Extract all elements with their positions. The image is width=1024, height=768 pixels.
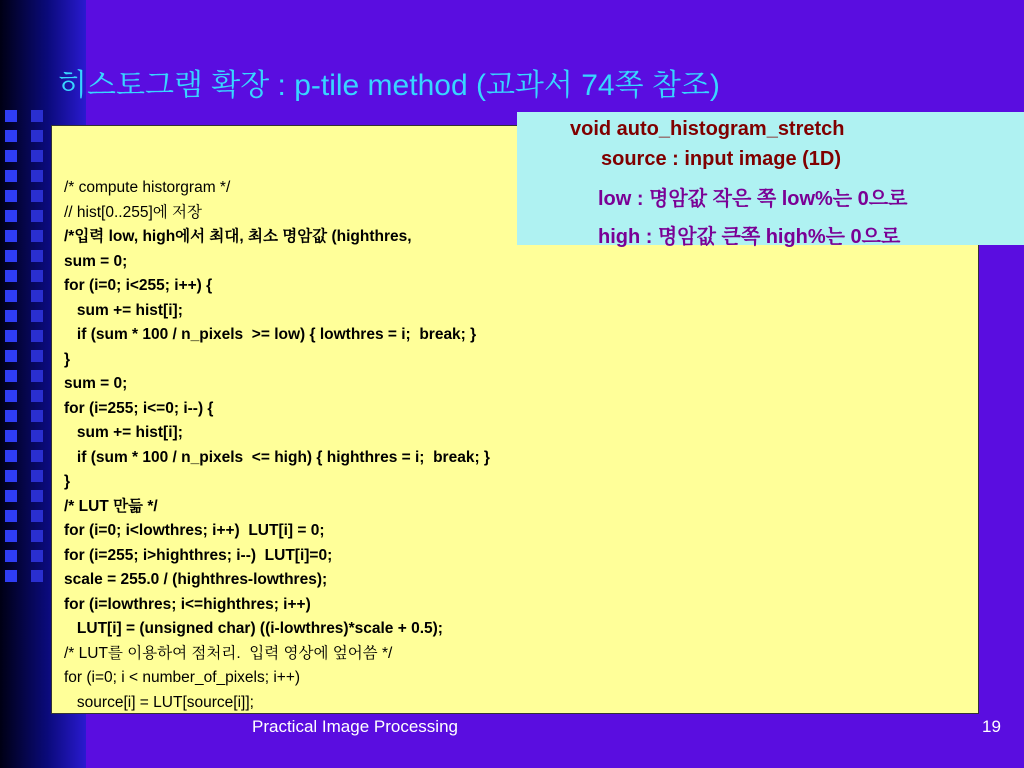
decor-square	[5, 430, 17, 442]
code-line: for (i=0; i<lowthres; i++) LUT[i] = 0;	[64, 522, 325, 539]
code-line: for (i=255; i>highthres; i--) LUT[i]=0;	[64, 546, 333, 564]
decor-square	[31, 330, 43, 342]
decor-square	[31, 450, 43, 462]
code-line: for (i=lowthres; i<=highthres; i++)	[64, 595, 311, 613]
decor-square	[5, 170, 17, 182]
decor-square	[5, 130, 17, 142]
decor-squares-left	[5, 110, 29, 582]
code-line: /* LUT를 이용하여 점처리. 입력 영상에 엎어씀 */	[64, 644, 393, 662]
code-line: if (sum * 100 / n_pixels >= low) { lowthres = i; break; }	[64, 326, 477, 343]
decor-square	[31, 390, 43, 402]
decor-square	[31, 110, 43, 122]
decor-square	[31, 130, 43, 142]
decor-square	[5, 410, 17, 422]
code-line: LUT[i] = (unsigned char) ((i-lowthres)*scale + 0.5);	[64, 620, 443, 637]
decor-square	[31, 210, 43, 222]
decor-square	[5, 350, 17, 362]
decor-square	[5, 230, 17, 242]
code-line: /* LUT 만듦 */	[64, 497, 158, 515]
decor-square	[5, 110, 17, 122]
decor-square	[31, 470, 43, 482]
code-line: sum += hist[i];	[64, 424, 183, 441]
slide-title: 히스토그램 확장 : p-tile method (교과서 74쪽 참조)	[58, 69, 720, 102]
info-low-param: low : 명암값 작은 쪽 low%는 0으로	[598, 188, 908, 210]
info-source-param: source : input image (1D)	[601, 148, 842, 170]
decor-square	[31, 270, 43, 282]
decor-square	[5, 370, 17, 382]
code-line: sum = 0;	[64, 252, 128, 270]
decor-square	[31, 490, 43, 502]
decor-square	[5, 250, 17, 262]
code-line: sum += hist[i];	[64, 301, 183, 319]
decor-square	[5, 490, 17, 502]
decor-square	[31, 510, 43, 522]
decor-square	[31, 410, 43, 422]
decor-square	[31, 350, 43, 362]
code-line: source[i] = LUT[source[i]];	[64, 693, 254, 711]
code-line: /* compute historgram */	[64, 179, 231, 196]
code-line: sum = 0;	[64, 375, 128, 392]
code-line: }	[64, 473, 71, 490]
decor-square	[31, 550, 43, 562]
decor-square	[31, 290, 43, 302]
decor-square	[31, 370, 43, 382]
decor-square	[5, 510, 17, 522]
decor-square	[31, 190, 43, 202]
code-line: for (i=0; i < number_of_pixels; i++)	[64, 669, 301, 686]
info-high-param: high : 명암값 큰쪽 high%는 0으로	[598, 226, 901, 248]
decor-square	[31, 570, 43, 582]
code-line: for (i=0; i<255; i++) {	[64, 277, 213, 294]
decor-square	[5, 570, 17, 582]
decor-square	[31, 310, 43, 322]
decor-square	[31, 170, 43, 182]
code-line: /*입력 low, high에서 최대, 최소 명암값 (highthres,	[64, 228, 412, 245]
decor-square	[5, 150, 17, 162]
decor-square	[31, 250, 43, 262]
code-listing	[64, 176, 490, 715]
footer-text: Practical Image Processing	[252, 717, 458, 736]
function-info-box	[517, 112, 1024, 248]
info-function-signature: void auto_histogram_stretch	[570, 118, 845, 140]
decor-square	[5, 550, 17, 562]
code-line: scale = 255.0 / (highthres-lowthres);	[64, 571, 328, 588]
code-line: // hist[0..255]에 저장	[64, 203, 202, 221]
decor-square	[5, 530, 17, 542]
decor-square	[5, 270, 17, 282]
decor-square	[5, 450, 17, 462]
decor-square	[5, 190, 17, 202]
decor-square	[5, 310, 17, 322]
decor-square	[5, 210, 17, 222]
decor-square	[5, 330, 17, 342]
decor-square	[31, 230, 43, 242]
code-line: for (i=255; i<=0; i--) {	[64, 399, 214, 417]
decor-square	[31, 530, 43, 542]
page-number: 19	[982, 717, 1001, 736]
decor-square	[5, 470, 17, 482]
decor-square	[5, 290, 17, 302]
code-line: }	[64, 350, 71, 368]
code-line: if (sum * 100 / n_pixels <= high) { highthres = i; break; }	[64, 448, 490, 466]
decor-square	[31, 430, 43, 442]
decor-square	[31, 150, 43, 162]
decor-square	[5, 390, 17, 402]
